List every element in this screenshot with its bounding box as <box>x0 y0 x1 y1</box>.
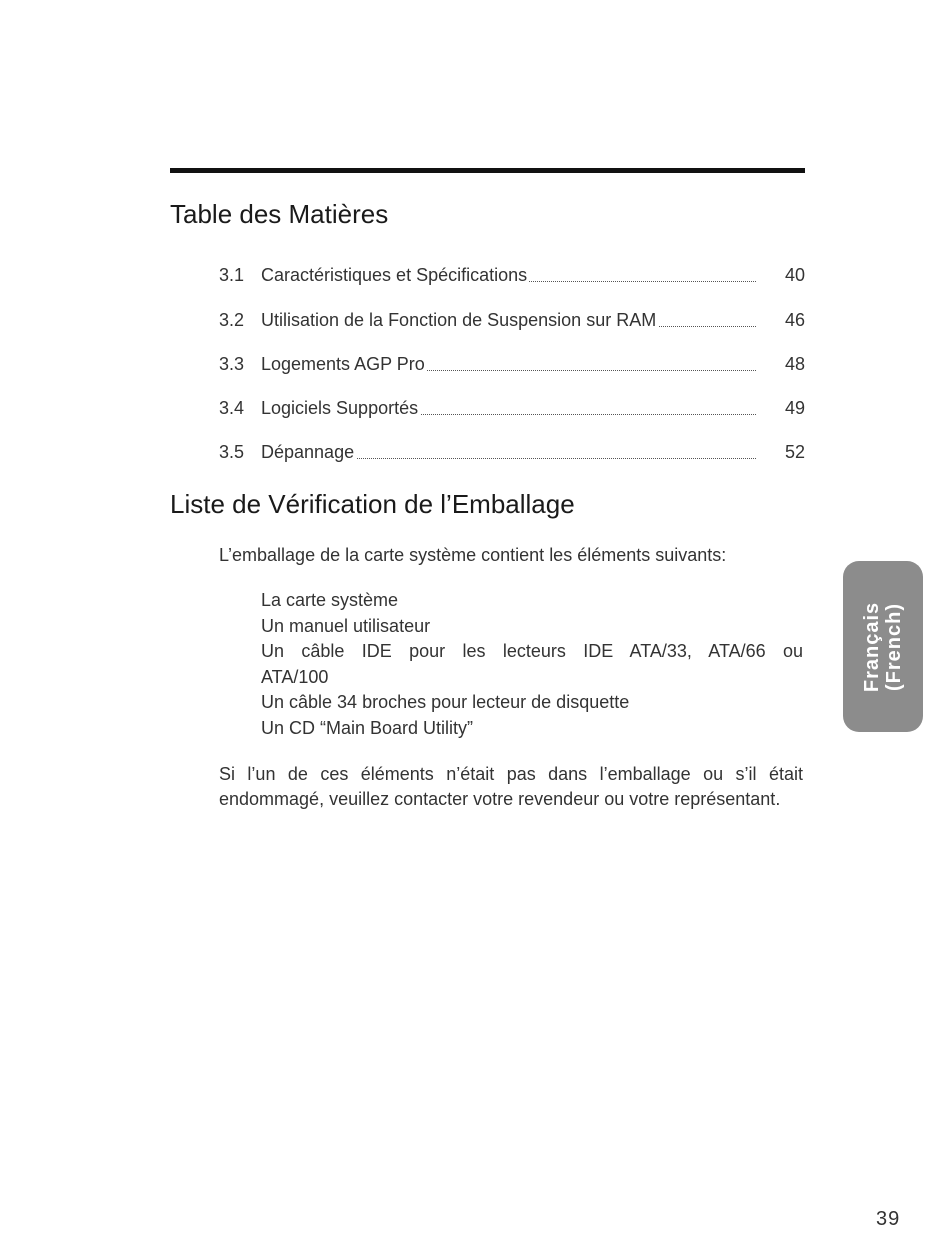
packing-item: Un CD “Main Board Utility” <box>261 717 474 738</box>
toc-entry[interactable] <box>219 308 805 332</box>
toc-entry[interactable] <box>219 263 805 287</box>
toc-entry-number: 3.4 <box>219 398 245 418</box>
toc-entry-page: 52 <box>784 442 805 462</box>
toc-title: Table des Matières <box>170 199 389 229</box>
language-tab-line2: (French) <box>883 603 905 692</box>
toc-entry-page: 48 <box>784 354 805 374</box>
toc-entry[interactable] <box>219 396 805 420</box>
toc-entry-page: 49 <box>784 398 805 418</box>
packing-list-title: Liste de Vérification de l’Emballage <box>170 489 575 519</box>
toc-entry-page: 40 <box>784 265 805 285</box>
toc-entry-title: Caractéristiques et Spécifications <box>261 265 528 285</box>
top-rule <box>170 168 805 173</box>
toc-entry-number: 3.3 <box>219 354 245 374</box>
packing-items-list <box>261 588 803 741</box>
toc-entry-number: 3.5 <box>219 442 245 462</box>
page-number: 39 <box>876 1208 901 1230</box>
toc-entry[interactable] <box>219 352 805 376</box>
toc-entry[interactable] <box>219 440 805 464</box>
toc-entry-title: Logiciels Supportés <box>261 398 419 418</box>
packing-intro: L’emballage de la carte système contient les éléments suivants: <box>219 545 727 565</box>
toc-entry-number: 3.2 <box>219 310 245 330</box>
toc-entry-title: Dépannage <box>261 442 355 462</box>
toc-entry-page: 46 <box>784 310 805 330</box>
toc-entry-title: Utilisation de la Fonction de Suspension sur RAM <box>261 310 657 330</box>
packing-item: La carte système <box>261 590 399 610</box>
packing-closing-note: Si l’un de ces éléments n’était pas dans l’emballage ou s’il était endommagé, veuillez contacter votre revendeur ou votre représentant. <box>219 764 803 809</box>
packing-item: Un câble 34 broches pour lecteur de disquette <box>261 692 630 712</box>
language-tab-line1: Français <box>861 601 883 693</box>
toc-entry-title: Logements AGP Pro <box>261 354 425 374</box>
toc-entry-number: 3.1 <box>219 265 245 285</box>
packing-item: Un manuel utilisateur <box>261 615 431 636</box>
language-tab-label <box>861 602 905 692</box>
language-tab <box>843 561 923 732</box>
packing-item: Un câble IDE pour les lecteurs IDE ATA/33, ATA/66 ou ATA/100 <box>261 641 803 687</box>
